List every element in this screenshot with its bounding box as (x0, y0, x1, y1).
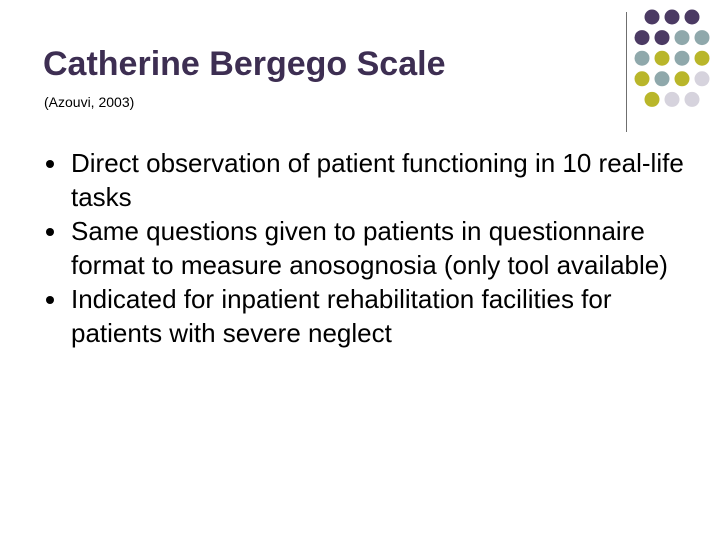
decorative-dot (645, 92, 660, 107)
decorative-dot (695, 51, 710, 66)
decorative-dot (655, 71, 670, 86)
decorative-dot (635, 71, 650, 86)
bullet-text: Same questions given to patients in questionnaire format to measure anosognosia (only tool available) (71, 216, 668, 280)
bullet-dot-icon (46, 228, 54, 236)
decorative-dot (655, 51, 670, 66)
bullet-item (46, 214, 686, 282)
slide-subtitle: (Azouvi, 2003) (44, 94, 135, 110)
decorative-dot (635, 30, 650, 45)
decorative-dot (675, 51, 690, 66)
bullet-text: Direct observation of patient functioning in 10 real-life tasks (71, 148, 684, 212)
decorative-dot-grid (630, 7, 720, 125)
vertical-divider (626, 12, 627, 132)
decorative-dot (685, 10, 700, 25)
decorative-dot (665, 92, 680, 107)
decorative-dot (675, 71, 690, 86)
decorative-dot (665, 10, 680, 25)
bullet-item (46, 146, 686, 214)
decorative-dot (645, 10, 660, 25)
decorative-dot (635, 51, 650, 66)
decorative-dot (695, 71, 710, 86)
decorative-dot (685, 92, 700, 107)
slide-title: Catherine Bergego Scale (43, 45, 446, 83)
bullet-dot-icon (46, 160, 54, 168)
decorative-dot (655, 30, 670, 45)
bullet-list (46, 146, 686, 350)
bullet-dot-icon (46, 296, 54, 304)
bullet-text: Indicated for inpatient rehabilitation facilities for patients with severe neglect (71, 284, 612, 348)
decorative-dot (695, 30, 710, 45)
decorative-dot (675, 30, 690, 45)
bullet-item (46, 282, 686, 350)
